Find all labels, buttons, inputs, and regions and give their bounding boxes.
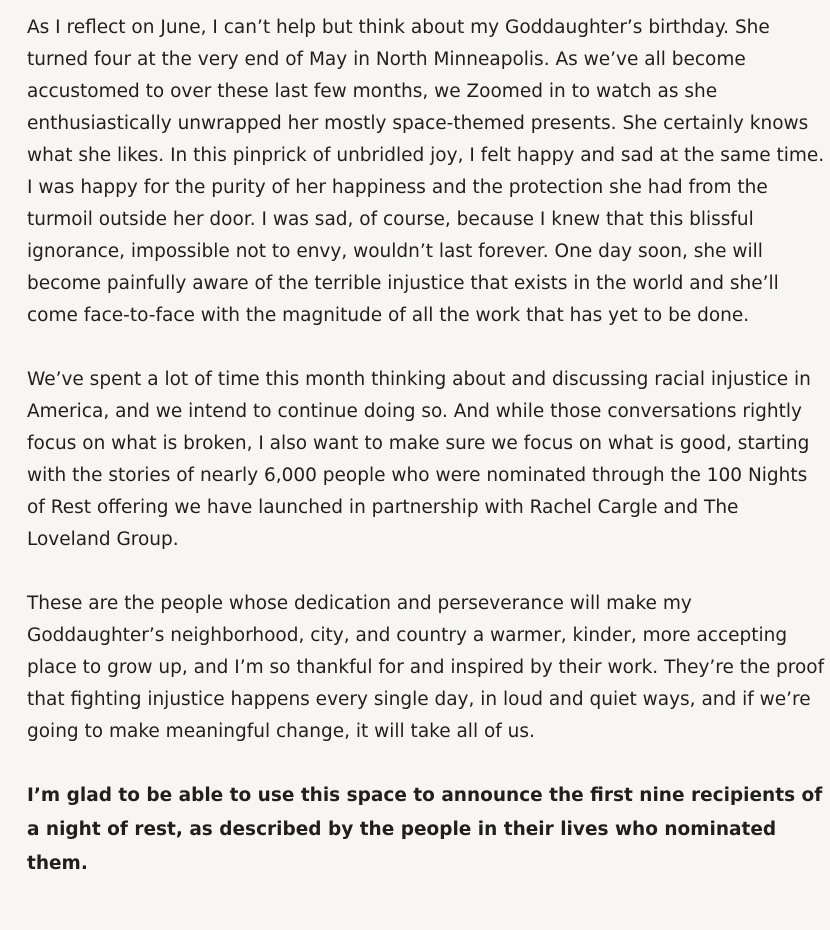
paragraph-goddaughter-birthday: As I reflect on June, I can’t help but think about my Goddaughter’s birthday. She turned four at the very end of May in North Minneapolis. As we’ve all become accustomed to over these last few months, we Zoomed in to watch as she enthusiastically unwrapped her mostly space-themed presents. She certainly knows what she likes. In this pinprick of unbridled joy, I felt happy and sad at the same time. I was happy for the purity of her happiness and the protection she had from the turmoil outside her door. I was sad, of course, because I knew that this blissful ignorance, impossible not to envy, wouldn’t last forever. One day soon, she will become painfully aware of the terrible injustice that exists in the world and she’ll come face-to-face with the magnitude of all the work that has yet to be done.	[27, 17, 825, 326]
article-body	[27, 12, 827, 913]
paragraph-announcement: I’m glad to be able to use this space to announce the first nine recipients of a night of rest, as described by the people in their lives who nominated them.	[27, 785, 823, 874]
paragraph-racial-injustice: We’ve spent a lot of time this month thinking about and discussing racial injustice in America, and we intend to continue doing so. And while those conversations rightly focus on what is broken, I also want to make sure we focus on what is good, starting with the stories of nearly 6,000 people who were nominated through the 100 Nights of Rest offering we have launched in partnership with Rachel Cargle and The Loveland Group.	[27, 369, 811, 550]
paragraph-thankful: These are the people whose dedication and perseverance will make my Goddaughter’s neighborhood, city, and country a warmer, kinder, more accepting place to grow up, and I’m so thankful for and inspired by their work. They’re the proof that fighting injustice happens every single day, in loud and quiet ways, and if we’re going to make meaningful change, it will take all of us.	[27, 593, 825, 742]
